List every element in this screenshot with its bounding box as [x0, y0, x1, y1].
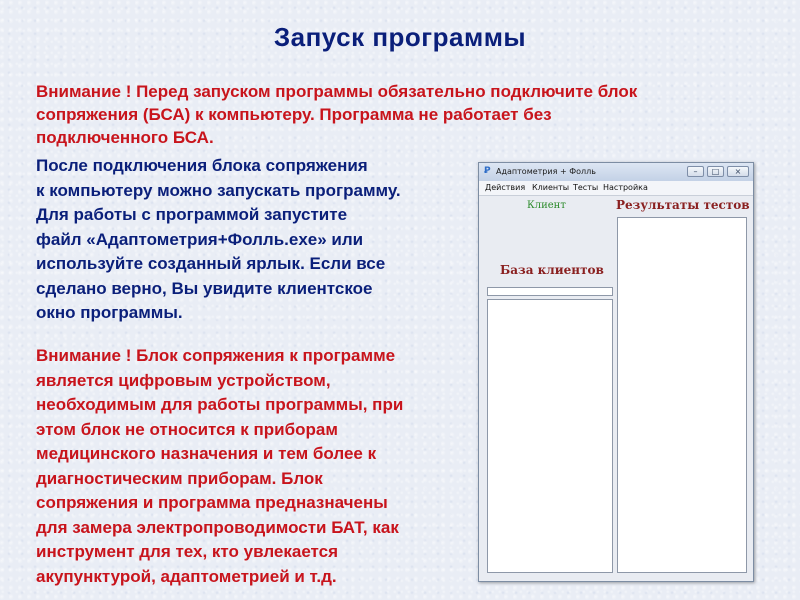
client-list[interactable]: [487, 299, 613, 573]
app-window-title: Адаптометрия + Фолль: [496, 167, 596, 176]
warning-top: [36, 80, 776, 149]
warning-bottom-line: для замера электропроводимости БАТ, как: [36, 517, 399, 537]
minimize-button[interactable]: –: [687, 166, 704, 177]
instructions-line: После подключения блока сопряжения: [36, 156, 368, 175]
warning-bottom-line: Внимание ! Блок сопряжения к программе: [36, 346, 396, 365]
instructions-paragraph: [36, 154, 476, 326]
slide-title: Запуск программы: [273, 22, 527, 52]
instructions-line: окно программы.: [36, 303, 183, 322]
warning-bottom-line: инструмент для тех, кто увлекается: [36, 542, 339, 561]
instructions-line: используйте созданный ярлык. Если все: [36, 254, 386, 273]
menu-settings[interactable]: Настройка: [603, 183, 648, 192]
warning-bottom-line: необходимым для работы программы, при: [36, 395, 404, 414]
close-button[interactable]: ×: [727, 166, 749, 177]
warning-bottom-line: сопряжения и программа предназначены: [36, 493, 388, 512]
warning-bottom-line: медицинского назначения и тем более к: [36, 444, 377, 463]
menu-tests[interactable]: Тесты: [573, 183, 599, 192]
instructions-line: файл «Адаптометрия+Фолль.exe» или: [36, 229, 364, 249]
warning-top-line: сопряжения (БСА) к компьютеру. Программа не работает без: [36, 105, 552, 124]
client-search-input[interactable]: [487, 287, 613, 296]
warning-bottom-line: акупунктурой, адаптометрией и т.д.: [36, 566, 337, 586]
app-menubar: [479, 181, 753, 196]
instructions-line: Для работы с программой запустите: [36, 205, 348, 224]
warning-bottom-line: диагностическим приборам. Блок: [36, 468, 323, 488]
menu-clients[interactable]: Клиенты: [532, 183, 570, 192]
instructions-line: к компьютеру можно запускать программу.: [36, 180, 401, 200]
clients-base-label: База клиентов: [500, 263, 604, 277]
warning-bottom-line: является цифровым устройством,: [36, 370, 331, 390]
results-label: Результаты тестов: [616, 198, 750, 212]
instructions-line: сделано верно, Вы увидите клиентское: [36, 278, 373, 298]
client-label: Клиент: [527, 200, 566, 211]
menu-actions[interactable]: Действия: [485, 183, 526, 192]
app-titlebar: [479, 163, 753, 181]
warning-top-line: Внимание ! Перед запуском программы обязательно подключите блок: [36, 82, 638, 101]
app-logo-icon: Ꝑ: [484, 166, 491, 176]
warning-bottom: [36, 344, 476, 589]
results-panel[interactable]: [617, 217, 747, 573]
warning-bottom-line: этом блок не относится к приборам: [36, 419, 338, 439]
app-window-screenshot: [478, 162, 754, 582]
maximize-button[interactable]: □: [707, 166, 724, 177]
warning-top-line: подключенного БСА.: [36, 128, 214, 147]
